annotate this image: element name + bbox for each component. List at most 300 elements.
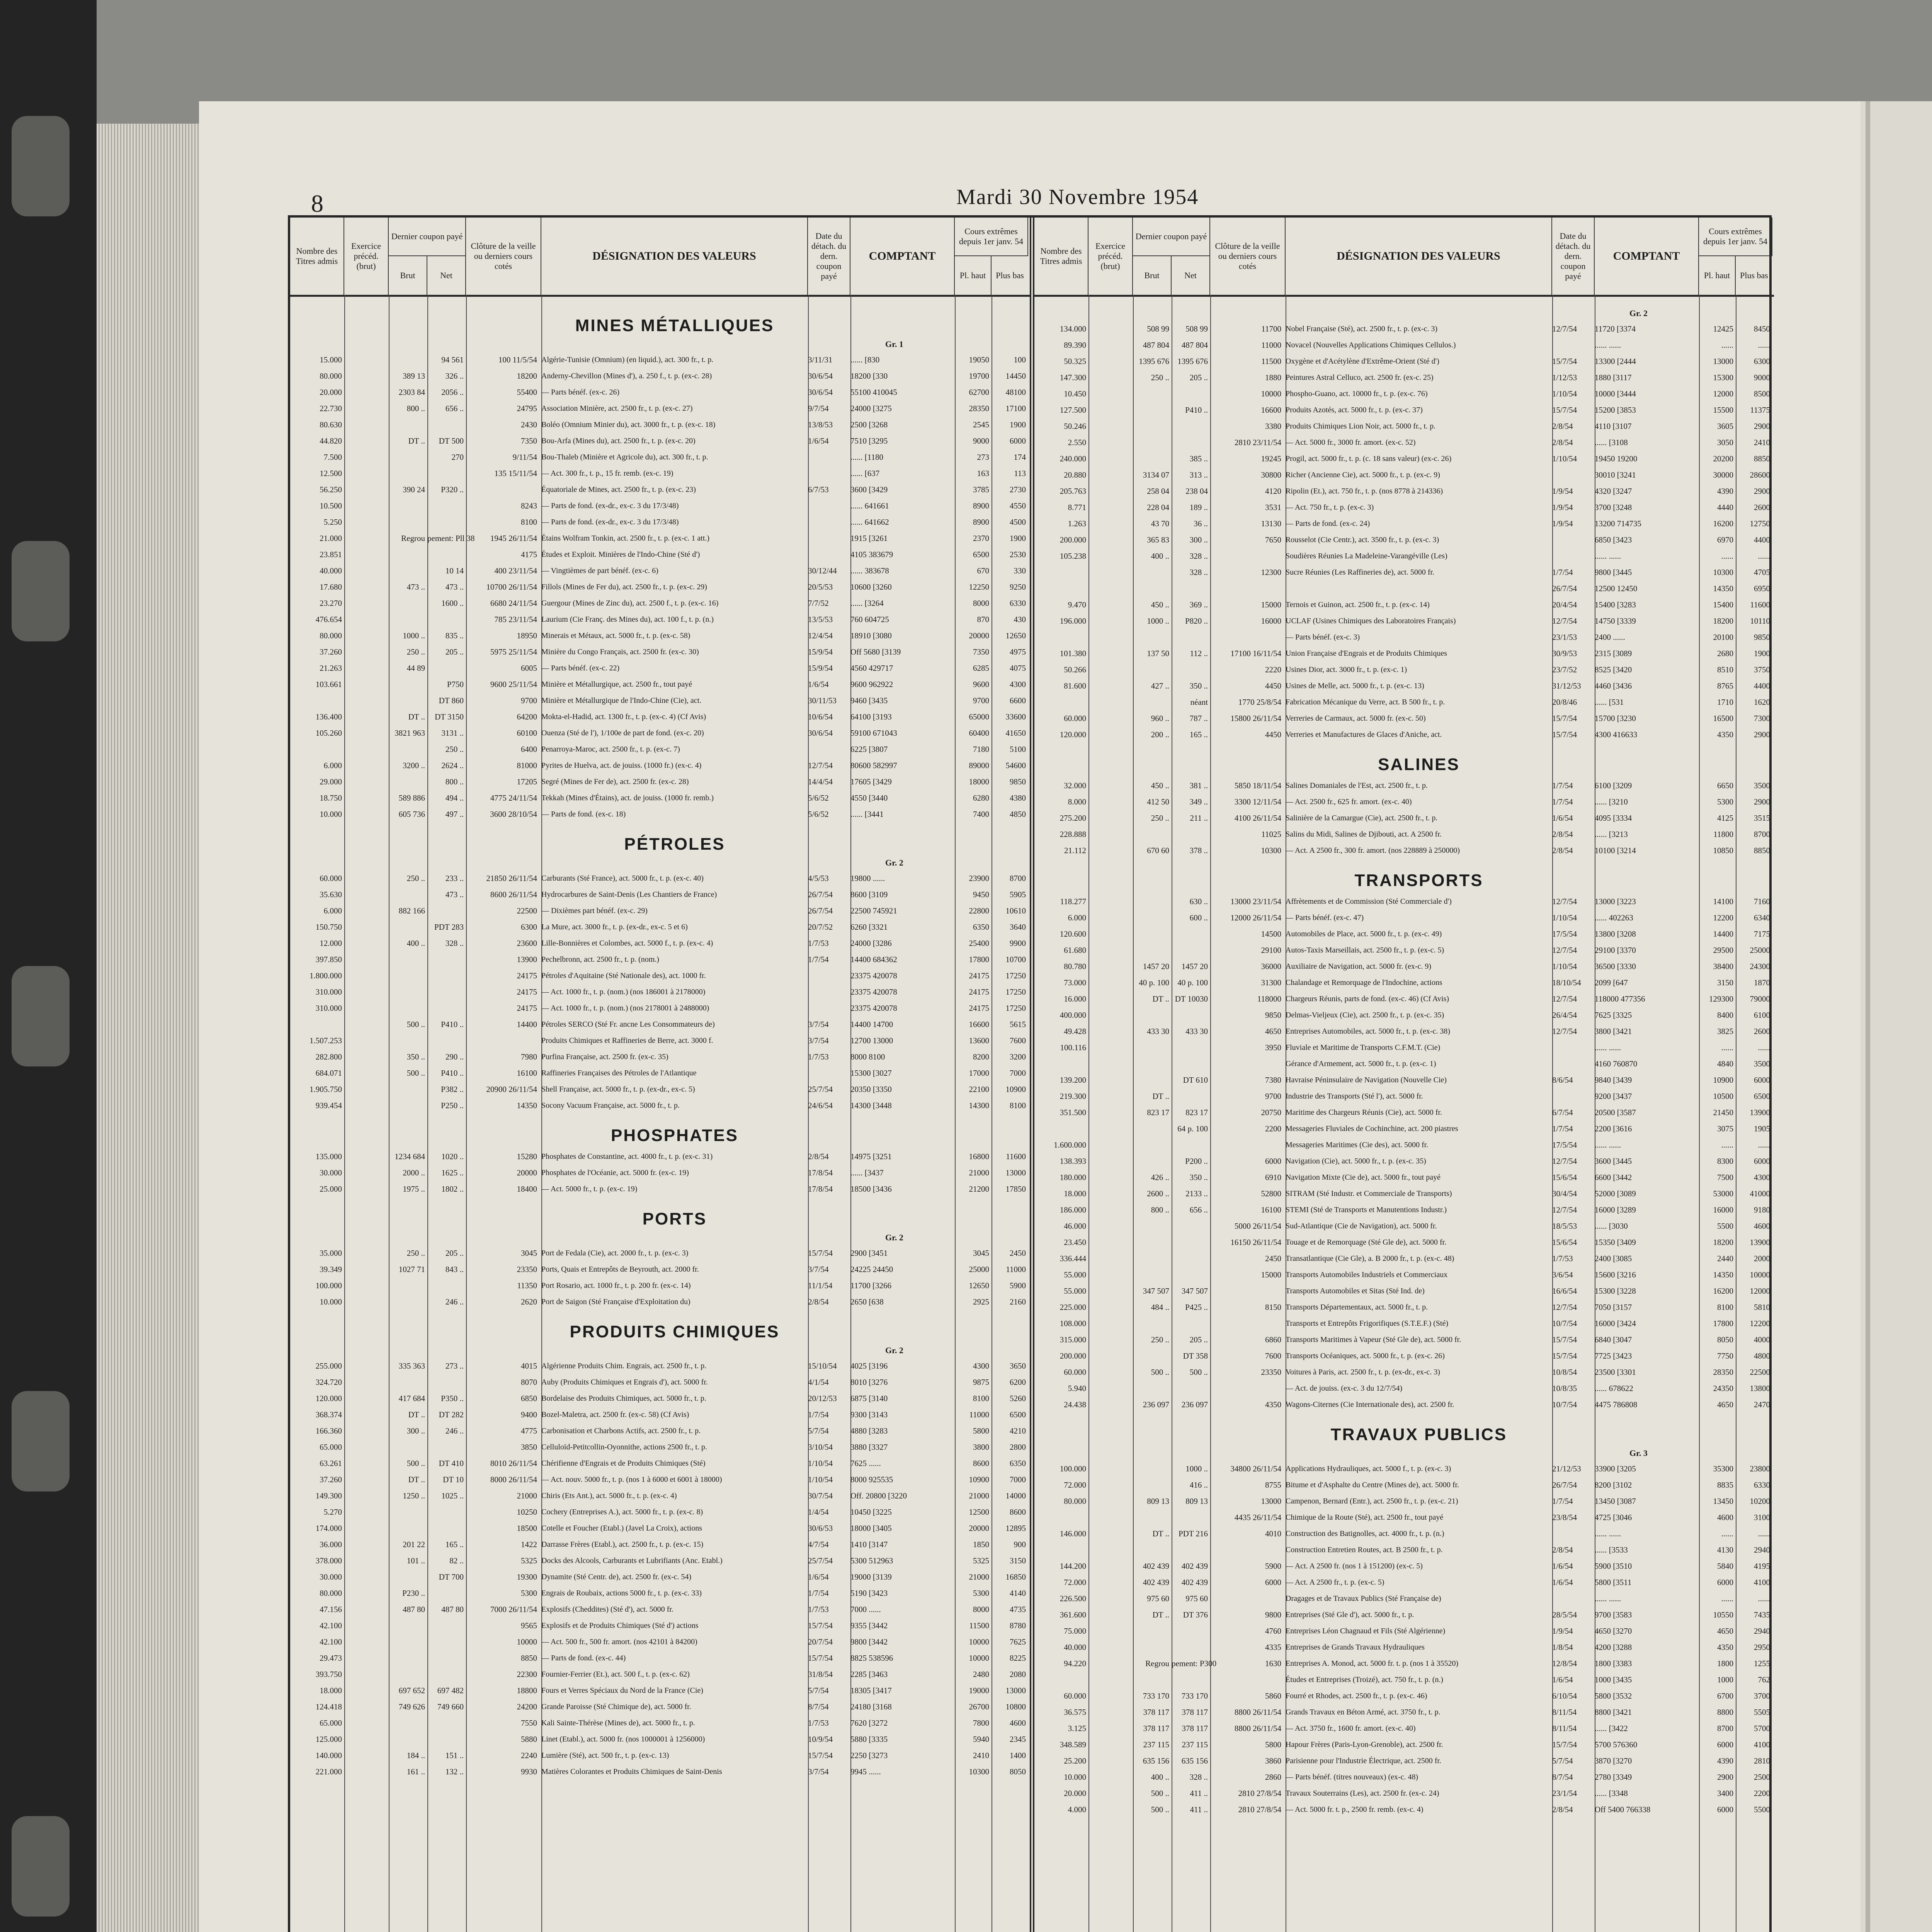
cell-haut: 17800 [1713,1319,1733,1328]
table-row [1034,1186,1774,1201]
cell-cloture: 7650 [1265,535,1281,544]
cell-bas: 8100 [1010,1101,1026,1110]
cell-comptant: 4475 786808 [1595,1400,1638,1409]
cell-name: — Act. 1000 fr., t. p. (nom.) (nos 186001 à 2178000) [541,988,706,996]
cell-bas: 25000 [1750,946,1770,955]
cell-cloture: 15000 [1261,600,1281,609]
table-row [1034,321,1774,336]
cell-comptant: ...... [3348 [1595,1789,1628,1798]
cell-nombre: 147.300 [1060,373,1086,382]
cell-bas: 1620 [1754,697,1770,707]
cell-net: 1025 .. [441,1491,464,1500]
cell-date: 4/1/54 [808,1378,829,1387]
cell-brut: 390 24 [403,485,425,494]
cell-brut: 250 .. [1151,373,1169,382]
cell-name: Pyrites de Huelva, act. de jouiss. (1000 fr.) (ex-c. 4) [541,761,702,770]
cell-name: Transports Automobiles Industriels et Commerciaux [1286,1270,1448,1279]
table-row [290,1001,1030,1015]
table-row [1034,614,1774,628]
cell-date: 18/10/54 [1552,978,1581,987]
cell-net: 326 .. [445,371,464,381]
cell-nombre: 30.000 [320,1168,342,1177]
table-row [1034,711,1774,726]
cell-cloture: 8100 [521,517,537,527]
header-comptant: COMPTANT [850,218,955,295]
cell-bas: 7625 [1010,1637,1026,1646]
cell-haut: 9450 [973,890,989,899]
cell-date: 15/7/54 [808,1751,833,1760]
cell-net: 473 .. [445,582,464,592]
cell-comptant: 12700 13000 [850,1036,893,1045]
cell-haut: 15500 [1713,405,1733,415]
cell-date: 1/6/54 [1552,1561,1573,1571]
cell-bas: ...... [1758,1140,1770,1150]
cell-nombre: 1.600.000 [1054,1140,1086,1150]
cell-brut: 250 .. [406,1248,425,1258]
cell-bas: 3650 [1010,1361,1026,1371]
cell-nombre: 10.500 [320,501,342,510]
cell-date: 1/8/54 [1552,1643,1573,1652]
table-row [290,920,1030,934]
cell-nombre: 144.200 [1060,1561,1086,1571]
cell-net: 369 .. [1189,600,1208,609]
cell-net: 328 .. [445,939,464,948]
cell-comptant: 7625 [3325 [1595,1010,1632,1020]
cell-comptant: 55100 410045 [850,388,897,397]
cell-net: 787 .. [1189,714,1208,723]
cell-cloture: 20750 [1261,1108,1281,1117]
table-row [290,1391,1030,1406]
cell-name: Messageries Maritimes (Cie des), act. 5000 fr. [1286,1141,1429,1149]
cell-comptant: ...... 641662 [850,517,889,527]
cell-comptant: 2400 [3085 [1595,1254,1632,1263]
cell-haut: 8900 [973,517,989,527]
table-row [1034,532,1774,547]
table-row [1034,1008,1774,1022]
cell-bas: 28600 [1750,470,1770,480]
spine-marbling [12,116,70,216]
cell-nombre: 225.000 [1060,1303,1086,1312]
cell-cloture: 6000 [1265,1578,1281,1587]
cell-cloture: 81000 [517,761,537,770]
table-row [290,352,1030,367]
table-row [1034,370,1774,385]
cell-bas: 2450 [1010,1248,1026,1258]
cell-bas: 11000 [1006,1265,1026,1274]
cell-brut: Regrou [1145,1659,1169,1668]
cell-name: — Parts de fond. (ex-dr., ex-c. 3 du 17/3/48) [541,502,679,510]
cell-bas: 13800 [1750,1384,1770,1393]
cell-comptant: 7725 [3423 [1595,1351,1632,1361]
table-row [290,936,1030,951]
cell-net: 2056 .. [441,388,464,397]
table-row [290,1472,1030,1487]
cell-nombre: 47.156 [320,1605,342,1614]
cell-name: Grands Travaux en Béton Armé, act. 3750 fr., t. p. [1286,1708,1440,1716]
cell-date: 1/7/54 [1552,1124,1573,1133]
cell-cloture: 20000 [517,1168,537,1177]
cell-comptant: 9300 [3143 [850,1410,888,1419]
cell-comptant: ...... 678622 [1595,1384,1633,1393]
cell-comptant: 2500 [3268 [850,420,888,429]
cell-name: Kali Sainte-Thérèse (Mines de), act. 5000 fr., t. p. [541,1719,695,1727]
cell-cloture: 24175 [517,1003,537,1013]
cell-brut: 823 17 [1147,1108,1169,1117]
cell-net: 2624 .. [441,761,464,770]
cell-name: Entreprises Léon Chagnaud et Fils (Sté Algérienne) [1286,1627,1446,1635]
cell-comptant: 24225 24450 [850,1265,893,1274]
cell-nombre: 100.116 [1060,1043,1086,1052]
cell-date: 1/10/54 [808,1459,833,1468]
cell-nombre: 1.263 [1068,519,1086,528]
cell-comptant: 10450 [3225 [850,1507,892,1517]
cell-haut: 29500 [1713,946,1733,955]
cell-date: 10/9/54 [808,1735,833,1744]
cell-bas: 762 [1758,1675,1770,1684]
cell-brut: DT .. [1152,1610,1169,1619]
cell-nombre: 180.000 [1060,1173,1086,1182]
cell-bas: 11600 [1006,1152,1026,1161]
cell-comptant: ...... [531 [1595,697,1624,707]
cell-net: 313 .. [1189,470,1208,480]
cell-haut: 8600 [973,1459,989,1468]
cell-name: Boléo (Omnium Minier du), act. 3000 fr., t. p. (ex-c. 18) [541,420,716,429]
cell-cloture: 1945 26/11/54 [490,534,537,543]
cell-brut: 1000 .. [403,631,425,640]
cell-comptant: 4110 [3107 [1595,422,1632,431]
cell-nombre: 72.000 [1064,1578,1086,1587]
cell-haut: 11000 [969,1410,989,1419]
cell-comptant: 14400 684362 [850,955,897,964]
cell-cloture: 4120 [1265,486,1281,496]
cell-brut: 250 .. [1151,813,1169,823]
cell-nombre: 22.730 [320,404,342,413]
cell-haut: 10900 [969,1475,989,1484]
cell-brut: 670 60 [1147,846,1169,855]
cell-date: 3/7/54 [808,1036,829,1045]
cell-brut: 350 .. [406,1052,425,1061]
cell-haut: 12000 [1713,389,1733,398]
cell-name: Verreries de Carmaux, act. 5000 fr. (ex-c. 50) [1286,714,1426,723]
cell-comptant: 18200 [330 [850,371,888,381]
cell-name: Bou-Thaleb (Minière et Agricole du), act. 300 fr., t. p. [541,453,708,461]
cell-haut: 28350 [1713,1367,1733,1377]
header-pl-haut: Pl. haut [1699,256,1736,295]
cell-cloture: 785 23/11/54 [494,615,537,624]
cell-haut: 8200 [973,1052,989,1061]
cell-bas: 10000 [1750,1270,1770,1279]
cell-haut: 2440 [1717,1254,1733,1263]
cell-bas: ...... [1758,1043,1770,1052]
table-row [290,645,1030,659]
cell-haut: 8000 [973,599,989,608]
cell-haut: 24175 [969,1003,989,1013]
table-row [1034,992,1774,1006]
cell-haut: 2370 [973,534,989,543]
cell-net: P820 .. [1185,616,1208,626]
cell-cloture: 5325 [521,1556,537,1565]
cell-bas: 17250 [1005,971,1026,980]
cell-comptant: ...... ...... [1595,1043,1621,1052]
cell-bas: 4100 [1754,1578,1770,1587]
cell-haut: 6970 [1717,535,1733,544]
table-row [290,1456,1030,1471]
cell-net: 165 .. [445,1540,464,1549]
table-row [1034,910,1774,925]
header-dernier-coupon: Dernier coupon payé [389,218,466,256]
cell-net: 246 .. [445,1426,464,1435]
cell-bas: 1255 [1754,1659,1770,1668]
cell-nombre: 20.000 [320,388,342,397]
cell-comptant: 80600 582997 [850,761,897,770]
cell-bas: 5500 [1754,1805,1770,1814]
cell-haut: 9600 [973,680,989,689]
cell-haut: 3800 [973,1442,989,1452]
table-row [1034,959,1774,974]
cell-name: — Act. 750 fr., t. p. (ex-c. 3) [1286,503,1374,512]
cell-comptant: 13450 [3087 [1595,1497,1636,1506]
cell-haut: 16600 [969,1020,989,1029]
cell-comptant: 2200 [3616 [1595,1124,1632,1133]
cell-bas: 13000 [1005,1168,1026,1177]
cell-brut: 389 13 [403,371,425,381]
cell-nombre: 378.000 [315,1556,342,1565]
cell-date: 12/7/54 [1552,946,1577,955]
cell-date: 15/10/54 [808,1361,837,1371]
header-comptant: COMPTANT [1595,218,1699,295]
table-row [290,369,1030,383]
cell-brut: 500 .. [1151,1367,1169,1377]
cell-net: 1457 20 [1181,962,1208,971]
cell-nombre: 226.500 [1060,1594,1086,1603]
cell-name: — Dixièmes part bénéf. (ex-c. 29) [541,906,648,915]
cell-brut: 487 804 [1143,340,1169,350]
cell-haut: 8510 [1717,665,1733,674]
cell-date: 12/7/54 [1552,616,1577,626]
section-title: MINES MÉTALLIQUES [575,316,774,335]
cell-comptant: 1000 [3435 [1595,1675,1632,1684]
cell-haut: 6000 [1717,1805,1733,1814]
cell-nombre: 361.600 [1060,1610,1086,1619]
cell-comptant: 8000 8100 [850,1052,885,1061]
cell-date: 26/4/54 [1552,1010,1577,1020]
cell-haut: 10850 [1713,846,1733,855]
cell-date: 12/7/54 [1552,1205,1577,1214]
cell-haut: 7500 [1717,1173,1733,1182]
cell-date: 1/7/54 [1552,568,1573,577]
cell-name: Fillols (Mines de Fer du), act. 2500 fr., t. p. (ex-c. 29) [541,583,707,591]
table-row [290,677,1030,692]
table-row [290,1667,1030,1682]
cell-name: Ports, Quais et Entrepôts de Beyrouth, act. 2000 fr. [541,1265,699,1274]
cell-net: 1802 .. [441,1184,464,1194]
header-plus-bas: Plus bas [1740,270,1768,280]
section-title: PORTS [642,1209,707,1228]
cell-brut: Regrou [401,534,425,543]
cell-date: 1/6/54 [1552,1578,1573,1587]
cell-brut: 200 .. [1151,730,1169,739]
cell-cloture: 10000 [517,1637,537,1646]
cell-comptant: 5800 [3532 [1595,1691,1632,1701]
cell-nombre: 17.680 [320,582,342,592]
cell-name: Matières Colorantes et Produits Chimiques de Saint-Denis [541,1767,722,1776]
cell-name: Sud-Atlantique (Cie de Navigation), act. 5000 fr. [1286,1222,1437,1230]
cell-cloture: 11000 [1261,340,1281,350]
table-row [290,1602,1030,1617]
table-row [1034,1219,1774,1233]
cell-comptant: 3870 [3270 [1595,1756,1632,1765]
cell-cloture: 4775 24/11/54 [490,793,537,803]
cell-bas: 2730 [1010,485,1026,494]
cell-brut: 426 .. [1151,1173,1169,1182]
cell-bas: 1900 [1010,534,1026,543]
cell-date: 28/5/54 [1552,1610,1577,1619]
cell-net: 473 .. [445,890,464,899]
cell-bas: 2530 [1010,550,1026,559]
cell-comptant: ...... [3264 [850,599,884,608]
cell-cloture: 8150 [1265,1303,1281,1312]
cell-bas: 11600 [1750,600,1770,609]
table-row [290,1683,1030,1698]
cell-net: P350 .. [441,1394,464,1403]
cell-date: 31/12/53 [1552,681,1581,690]
header-cours-extremes: Cours extrêmes depuis 1er janv. 54 [1699,218,1772,256]
cell-nombre: 939.454 [315,1101,342,1110]
cell-brut: 347 507 [1143,1286,1169,1296]
cell-net: 385 .. [1189,454,1208,463]
table-row [1034,927,1774,941]
cell-haut: 25000 [969,1265,989,1274]
table-row [1034,1478,1774,1492]
cell-bas: 7600 [1010,1036,1026,1045]
cell-haut: 15400 [1713,600,1733,609]
cell-name: Verreries et Manufactures de Glaces d'Aniche, act. [1286,730,1442,739]
header-nombre: Nombre des Titres admis [290,218,344,295]
cell-cloture: 10250 [517,1507,537,1517]
table-row [1034,419,1774,434]
cell-name: Fourré et Rhodes, act. 2500 fr., t. p. (ex-c. 46) [1286,1692,1427,1700]
table-row [1034,1251,1774,1266]
cell-date: 25/7/54 [808,1085,833,1094]
cell-comptant: Off. 20800 [3220 [850,1491,907,1500]
cell-net: 236 097 [1181,1400,1208,1409]
cell-haut: 20200 [1713,454,1733,463]
cell-nombre: 255.000 [315,1361,342,1371]
header-designation: DÉSIGNATION DES VALEURS [541,218,808,295]
cell-nombre: 37.260 [320,1475,342,1484]
cell-cloture: 6400 [521,745,537,754]
cell-name: Fabrication Mécanique du Verre, act. B 500 fr., t. p. [1286,698,1445,706]
table-row [1034,549,1774,563]
cell-bas: 12750 [1750,519,1770,528]
cell-haut: 10000 [969,1653,989,1663]
cell-bas: 17100 [1005,404,1026,413]
cell-nombre: 205.763 [1060,486,1086,496]
cell-name: Produits Azotés, act. 5000 fr., t. p. (ex-c. 37) [1286,406,1423,414]
cell-haut: 4840 [1717,1059,1733,1068]
cell-name: Transports Océaniques, act. 5000 fr., t. p. (ex-c. 26) [1286,1352,1445,1360]
cell-cloture: 1630 [1265,1659,1281,1668]
cell-bas: 6340 [1754,913,1770,922]
cell-bas: 41000 [1750,1189,1770,1198]
cell-nombre: 80.630 [320,420,342,429]
table-row [290,466,1030,481]
cell-bas: 10110 [1750,616,1770,626]
table-row [1034,1575,1774,1590]
cell-cloture: 36000 [1261,962,1281,971]
cell-haut: ...... [1721,1043,1733,1052]
cell-haut: 6280 [973,793,989,803]
cell-nombre: 124.418 [315,1702,342,1711]
header-date-detach: Date du détach. du dern. coupon payé [1552,218,1595,295]
cell-bas: 430 [1014,615,1026,624]
table-row [1034,1284,1774,1298]
cell-cloture: 7980 [521,1052,537,1061]
cell-date: 3/6/54 [1552,1270,1573,1279]
cell-nombre: 5.940 [1068,1384,1086,1393]
cell-name: Affrètements et de Commission (Sté Commerciale d') [1286,897,1452,906]
cell-name: Études et Entreprises (Troizé), act. 750 fr., t. p. (n.) [1286,1675,1444,1684]
cell-brut: 1457 20 [1143,962,1169,971]
cell-comptant: 3600 [3445 [1595,1156,1632,1166]
table-row [290,1407,1030,1422]
cell-bas: 2345 [1010,1735,1026,1744]
cell-comptant: 19800 ...... [850,874,885,883]
cell-brut: 733 170 [1143,1691,1169,1701]
cell-comptant: 1800 [3383 [1595,1659,1632,1668]
cell-cloture: 8243 [521,501,537,510]
cell-nombre: 8.771 [1068,503,1086,512]
table-row [290,952,1030,967]
table-row [290,1246,1030,1260]
cell-bas: 6500 [1010,1410,1026,1419]
cell-name: Pétroles d'Aquitaine (Sté Nationale des), act. 1000 fr. [541,971,706,980]
cell-cloture: 8070 [521,1378,537,1387]
cell-brut: 450 .. [1151,600,1169,609]
cell-date: 23/1/54 [1552,1789,1577,1798]
header-nombre: Nombre des Titres admis [1034,218,1088,295]
cell-brut: 201 22 [403,1540,425,1549]
cell-name: Segré (Mines de Fer de), act. 2500 fr. (ex-c. 28) [541,777,689,786]
cell-comptant: 3600 [3429 [850,485,888,494]
table-row [290,401,1030,416]
cell-comptant: ...... [1180 [850,452,883,462]
cell-nombre: 5.270 [323,1507,342,1517]
cell-haut: 22100 [969,1085,989,1094]
cell-nombre: 65.000 [320,1718,342,1728]
table-row [290,450,1030,464]
cell-net: P250 .. [441,1101,464,1110]
table-row [1034,943,1774,957]
cell-bas: 9850 [1754,633,1770,642]
cell-cloture: 2810 23/11/54 [1234,438,1281,447]
table-row [1034,1170,1774,1185]
cell-nombre: 36.000 [320,1540,342,1549]
cell-comptant: 18500 [3436 [850,1184,892,1194]
cell-comptant: 3700 [3248 [1595,503,1632,512]
cell-comptant: 2900 [3451 [850,1248,888,1258]
cell-bas: 4300 [1754,1173,1770,1182]
cell-date: 1/6/54 [808,1572,829,1582]
cell-name: Algérie-Tunisie (Omnium) (en liquid.), act. 300 fr., t. p. [541,355,714,364]
table-row [290,1651,1030,1665]
cell-nombre: 10.000 [320,810,342,819]
table-row [1034,565,1774,580]
cell-net: 350 .. [1189,681,1208,690]
cell-haut: 16200 [1713,1286,1733,1296]
cell-bas: 1905 [1754,1124,1770,1133]
cell-nombre: 105.238 [1060,551,1086,561]
